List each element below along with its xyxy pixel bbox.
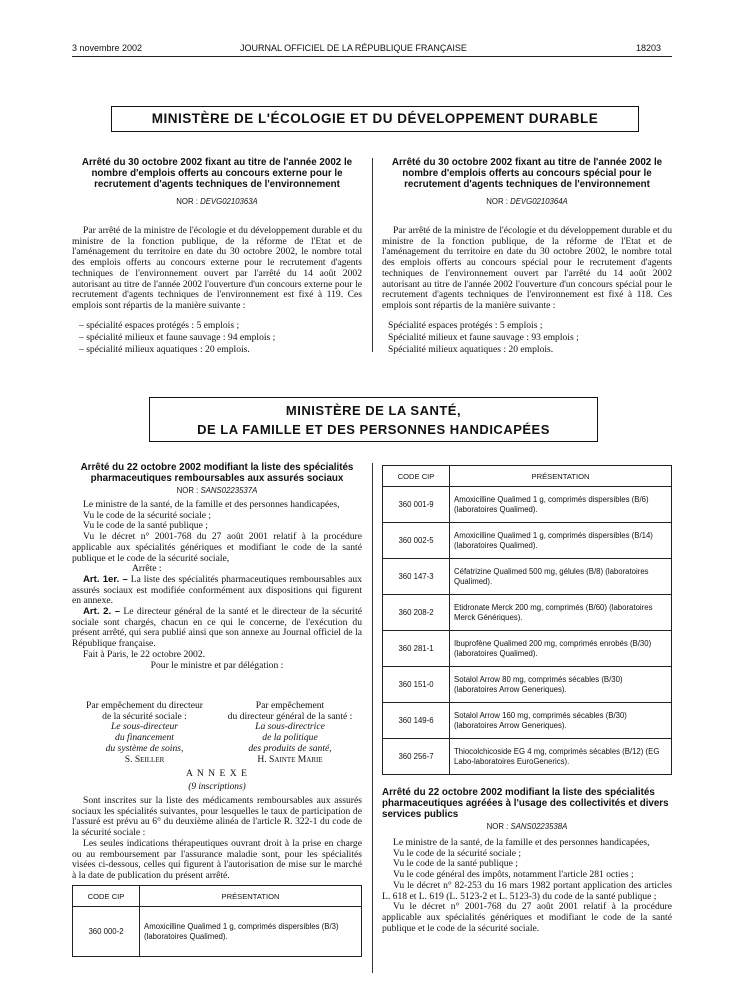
ministry-ecologie-banner: MINISTÈRE DE L'ÉCOLOGIE ET DU DÉVELOPPEMENT DURABLE <box>111 106 639 132</box>
header-rule <box>72 56 672 57</box>
arrete-remboursables-title: Arrêté du 22 octobre 2002 modifiant la liste des spécialités pharmaceutiques remboursables aux assurés sociaux <box>80 462 354 484</box>
table-row: 360 208-2 Etidronate Merck 200 mg, comprimés (B/60) (laboratoires Merck Génériques). <box>383 595 672 631</box>
arrete-special-nor: NOR : DEVG0210364A <box>486 197 568 206</box>
header-page-number: 18203 <box>636 43 662 53</box>
list-item: Spécialité milieux aquatiques : 20 emplois. <box>388 343 554 355</box>
ministry-sante-line1: MINISTÈRE DE LA SANTÉ, <box>285 403 462 418</box>
table-row: 360 002-5 Amoxicilline Qualimed 1 g, comprimés dispersibles (B/14) (laboratoires Qualimed). <box>383 523 672 559</box>
list-item: Spécialité espaces protégés : 5 emplois ; <box>388 320 543 331</box>
ministry-sante-banner <box>149 397 598 442</box>
ministry-sante-line2: DE LA FAMILLE ET DES PERSONNES HANDICAPÉES <box>197 422 550 437</box>
header-date: 3 novembre 2002 <box>72 43 143 53</box>
column-divider <box>372 158 373 352</box>
table-row: 360 000-2 Amoxicilline Qualimed 1 g, comprimés dispersibles (B/3) (laboratoires Qualimed). <box>73 907 362 957</box>
table-row: 360 256-7 Thiocolchicoside EG 4 mg, comprimés sécables (B/12) (EG Labo-laboratoires EuroGenerics). <box>383 739 672 775</box>
list-item: – spécialité milieux et faune sauvage : 94 emplois ; <box>79 331 276 343</box>
table-row: 360 147-3 Céfatrizine Qualimed 500 mg, gélules (B/8) (laboratoires Qualimed). <box>383 559 672 595</box>
list-item: – spécialité milieux aquatiques : 20 emplois. <box>79 343 250 355</box>
annexe-heading: A N N E X E <box>186 768 248 779</box>
arrete-special-list <box>388 320 673 355</box>
arrete-special-title: Arrêté du 30 octobre 2002 fixant au titre de l'année 2002 le nombre d'emplois offerts au concours spécial pour le recrutement d'agents techniques de l'environnement <box>391 157 663 190</box>
arrete-externe-list <box>79 320 364 355</box>
header-journal: JOURNAL OFFICIEL DE LA RÉPUBLIQUE FRANÇAISE <box>240 43 467 53</box>
table-row: 360 151-0 Sotalol Arrow 80 mg, comprimés sécables (B/30) (laboratoires Arrow Generiques). <box>383 667 672 703</box>
table-row: 360 149-6 Sotalol Arrow 160 mg, comprimés sécables (B/30) (laboratoires Arrow Generiques). <box>383 703 672 739</box>
table-row: 360 001-9 Amoxicilline Qualimed 1 g, comprimés dispersibles (B/6) (laboratoires Qualimed). <box>383 487 672 523</box>
column-header-presentation: PRÉSENTATION <box>140 886 362 907</box>
arrete-externe-body: Par arrêté de la ministre de l'écologie et du développement durable et du ministre de la fonction publique, de la réforme de l'Etat et de l'aménagement du territoire en date du 30 octobre 2002, le nombre total des emplois offerts au concours externe pour le recrutement d'agents techniques de l'environnement ouvert par l'arrêté du 14 août 2002 autorisant au titre de l'année 2002 l'ouverture d'un concours externe pour le recrutement d'agents techniques de l'environnement est fixé à 119. Ces emplois sont répartis de la manière suivante : <box>72 225 362 311</box>
arrete-collectivites-body: Le ministre de la santé, de la famille et des personnes handicapées, Vu le code de la sécurité sociale ; Vu le code de la santé publique ; Vu le code général des impôts, notamment l'article 281 octies ; Vu le décret n° 82-253 du 16 mars 1982 portant application des articles L. 618 et L. 619 (L. 5123-2 et L. 5123-3) du code de la santé publique ; Vu le décret n° 2001-768 du 27 août 2001 relatif à la procédure applicable aux spécialités génériques et modifiant le code de la santé publique et le code de la sécurité sociale. <box>382 837 672 934</box>
arrete-externe-nor: NOR : DEVG0210363A <box>176 197 258 206</box>
arrete-collectivites-nor: NOR : SANS0223538A <box>486 822 568 831</box>
list-item: Spécialité milieux et faune sauvage : 93 emplois ; <box>388 331 579 343</box>
table-row: 360 281-1 Ibuprofène Qualimed 200 mg, comprimés enrobés (B/30) (laboratoires Qualimed). <box>383 631 672 667</box>
arrete-special-body: Par arrêté de la ministre de l'écologie et du développement durable et du ministre de la fonction publique, de la réforme de l'Etat et de l'aménagement du territoire en date du 30 octobre 2002, le nombre total des emplois offerts au concours spécial pour le recrutement d'agents techniques de l'environnement ouvert par l'arrêté du 14 août 2002 autorisant au titre de l'année 2002 l'ouverture d'un concours spécial pour le recrutement d'agents techniques de l'environnement est fixé à 118. Ces emplois sont répartis de la manière suivante : <box>382 225 672 311</box>
list-item: – spécialité espaces protégés : 5 emplois ; <box>79 320 240 331</box>
signature-right: Par empêchement du directeur général de la santé : La sous-directrice de la politique des produits de santé, H. Sainte Marie <box>227 700 353 765</box>
arrete-externe-title: Arrêté du 30 octobre 2002 fixant au titre de l'année 2002 le nombre d'emplois offerts au concours externe pour le recrutement d'agents techniques de l'environnement <box>81 157 353 190</box>
cip-table-right <box>382 465 672 775</box>
annexe-inscriptions: (9 inscriptions) <box>188 782 246 792</box>
column-divider <box>372 463 373 973</box>
column-header-code: CODE CIP <box>73 886 140 907</box>
arrete-collectivites-title: Arrêté du 22 octobre 2002 modifiant la liste des spécialités pharmaceutiques agréées à l'usage des collectivités et divers services publics <box>382 787 669 820</box>
cip-table-left <box>72 885 362 957</box>
signature-left: Par empêchement du directeur de la sécurité sociale : Le sous-directeur du financement du système de soins, S. Seiller <box>86 700 203 765</box>
column-header-presentation: PRÉSENTATION <box>450 466 672 487</box>
arrete-remboursables-nor: NOR : SANS0223537A <box>176 486 258 495</box>
arrete-remboursables-body: Le ministre de la santé, de la famille et des personnes handicapées, Vu le code de la sécurité sociale ; Vu le code de la santé publique ; Vu le décret n° 2001-768 du 27 août 2001 relatif à la procédure applicable aux spécialités génériques et modifiant le code de la santé publique et le code de la sécurité sociale, Arrête : Art. 1er. – La liste des spécialités pharmaceutiques remboursables aux assurés sociaux est modifiée conformément aux dispositions qui figurent en annexe. Art. 2. – Le directeur général de la santé et le directeur de la sécurité sociale sont chargés, chacun en ce qui le concerne, de l'exécution du présent arrêté, qui sera publié ainsi que son annexe au Journal officiel de la République française. Fait à Paris, le 22 octobre 2002. Pour le ministre et par délégation : <box>72 499 362 671</box>
annexe-body: Sont inscrites sur la liste des médicaments remboursables aux assurés sociaux les spécialités suivantes, pour lesquelles le taux de participation de l'assuré est prévu au 6° du deuxième alinéa de l'article R. 322-1 du code de la sécurité sociale : Les seules indications thérapeutiques ouvrant droit à la prise en charge ou au remboursement par l'assurance maladie sont, pour les spécialités visées ci-dessous, celles qui figurent à l'autorisation de mise sur le marché à la date de publication du présent arrêté. <box>72 795 362 881</box>
column-header-code: CODE CIP <box>383 466 450 487</box>
